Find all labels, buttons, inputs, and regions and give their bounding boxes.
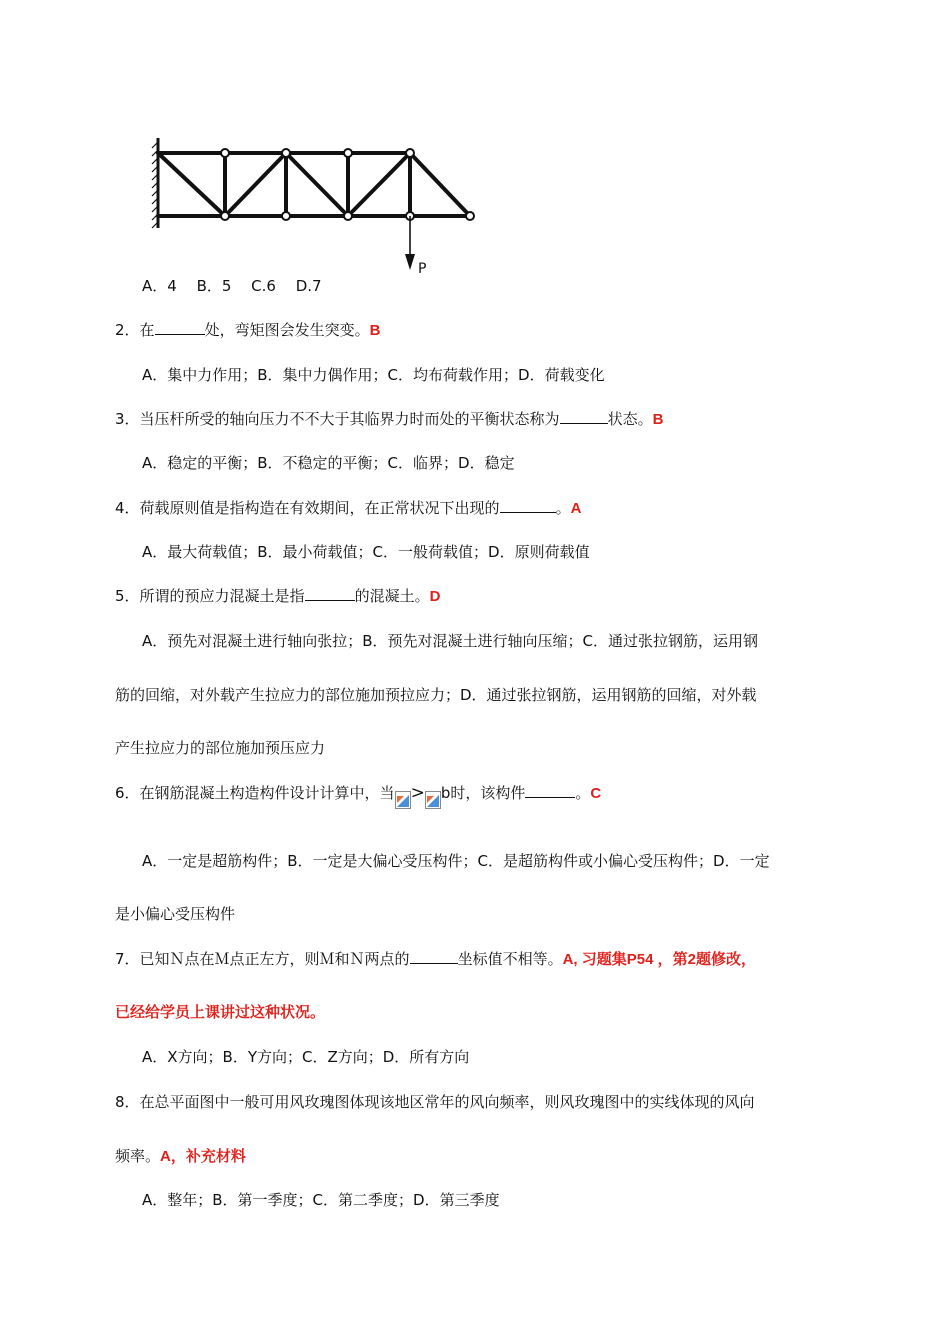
q3-blank bbox=[560, 409, 608, 424]
q5-answer: D bbox=[429, 588, 441, 605]
q8-question-line2: 频率。A，补充材料 bbox=[115, 1147, 246, 1165]
q7-answer-line2: 已经给学员上课讲过这种状况。 bbox=[115, 1004, 326, 1021]
q6-blank bbox=[525, 783, 575, 798]
q2-question: 2．在 处，弯矩图会发生突变。B bbox=[115, 321, 381, 339]
q6-answer: C bbox=[590, 785, 602, 802]
q4-question: 4．荷载原则值是指构造在有效期间，在正常状况下出现的 。A bbox=[115, 499, 582, 517]
q2-blank bbox=[155, 320, 205, 335]
q5-options-line3: 产生拉应力的部位施加预压应力 bbox=[115, 739, 326, 757]
q8-answer: A，补充材料 bbox=[160, 1148, 246, 1165]
q5-blank bbox=[305, 586, 355, 601]
truss-diagram bbox=[150, 128, 490, 278]
q6-question: 6．在钢筋混凝土构造构件设计计算中，当 > b时，该构件 。C bbox=[115, 782, 601, 805]
q7-blank bbox=[410, 949, 458, 964]
q2-options: A．集中力作用；B．集中力偶作用；C．均布荷载作用；D．荷载变化 bbox=[142, 366, 605, 384]
q6-options-line1: A．一定是超筋构件；B．一定是大偏心受压构件；C．是超筋构件或小偏心受压构件；D．一定 bbox=[142, 852, 770, 870]
broken-image-icon bbox=[395, 791, 411, 809]
q3-question: 3．当压杆所受的轴向压力不不大于其临界力时而处的平衡状态称为 状态。B bbox=[115, 410, 664, 428]
broken-image-icon bbox=[425, 791, 441, 809]
q4-blank bbox=[500, 498, 556, 513]
q8-options: A．整年；B．第一季度；C．第二季度；D．第三季度 bbox=[142, 1191, 500, 1209]
q1-options: A．4 B．5 C.6 D.7 bbox=[142, 277, 322, 295]
q3-options: A．稳定的平衡；B．不稳定的平衡；C．临界；D．稳定 bbox=[142, 454, 515, 472]
q7-options: A．X方向；B．Y方向；C．Z方向；D．所有方向 bbox=[142, 1048, 470, 1066]
q8-question-line1: 8．在总平面图中一般可用风玫瑰图体现该地区常年的风向频率，则风玫瑰图中的实线体现的风向 bbox=[115, 1093, 755, 1111]
q3-answer: B bbox=[652, 411, 664, 428]
q5-options-line1: A．预先对混凝土进行轴向张拉；B．预先对混凝土进行轴向压缩；C．通过张拉钢筋，运用钢 bbox=[142, 632, 759, 650]
q7-answer-line1: A, 习题集P54 ，第2题修改， bbox=[562, 951, 756, 968]
q7-question: 7．已知Ｎ点在Ｍ点正左方，则Ｍ和Ｎ两点的 坐标值不相等。A, 习题集P54 ，第2题修改， bbox=[115, 950, 756, 968]
q2-answer: B bbox=[369, 322, 381, 339]
q5-options-line2: 筋的回缩，对外载产生拉应力的部位施加预拉应力；D．通过张拉钢筋，运用钢筋的回缩，对外载 bbox=[115, 686, 757, 704]
load-label: P bbox=[418, 261, 427, 277]
q4-options: A．最大荷载值；B．最小荷载值；C．一般荷载值；D．原则荷载值 bbox=[142, 543, 590, 561]
q6-options-line2: 是小偏心受压构件 bbox=[115, 905, 236, 923]
q5-question: 5．所谓的预应力混凝土是指 的混凝土。D bbox=[115, 587, 441, 605]
q4-answer: A bbox=[570, 500, 582, 517]
